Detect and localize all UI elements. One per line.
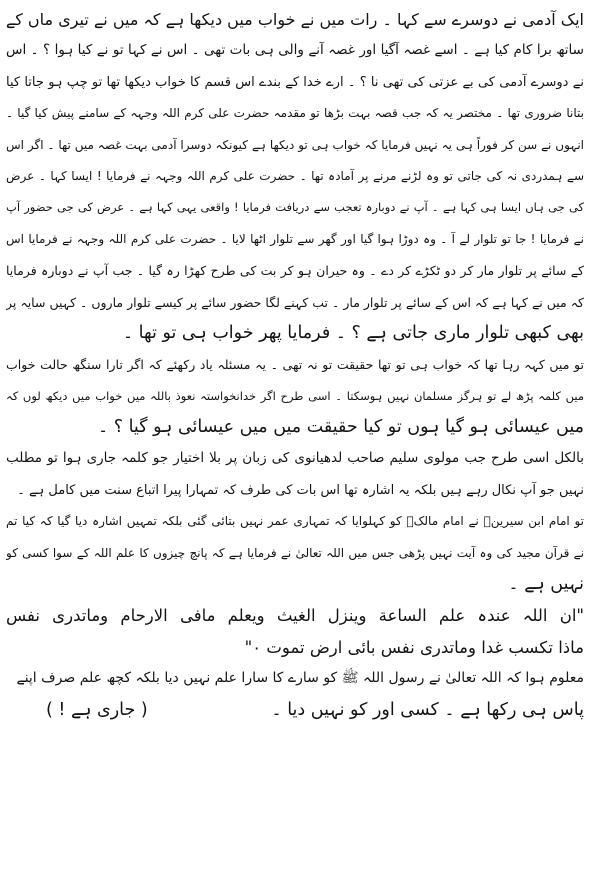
arabic-quote xyxy=(6,600,584,663)
text-line: سے ہمدردی نہ کی جاتی تو وہ لڑنے مرنے پر آمادہ تھا ۔ حضرت علی کرم اللہ وجہہ نے فرمایا ! ایسا کہا ۔ عرض xyxy=(6,168,584,183)
text-line: "ان اللہ عندہ علم الساعة وینزل الغیث ویعلم مافی الارحام وماتدری نفس xyxy=(6,606,584,626)
paragraph xyxy=(6,663,584,694)
text-line: کی جی ہاں ایسا ہی کہا ہے ۔ آپ نے دوبارہ تعجب سے دریافت فرمایا ! واقعی یہی کہا ہے ۔ عرض کی جی حضور آپ xyxy=(6,200,584,215)
final-line xyxy=(6,695,584,726)
final-line-text: پاس ہی رکھا ہے ۔ کسی اور کو نہیں دیا ۔ xyxy=(271,699,584,720)
text-line: میں عیسائی ہو گیا ہوں تو کیا حقیقت میں میں عیسائی ہو گیا ؟ ۔ xyxy=(97,417,584,438)
text-line: ساتھ برا کام کیا ہے ۔ اسے غصہ آگیا اور غصہ آنے والی ہی بات تھی ۔ اس نے کہا تو نے کیا ہوا ؟ ۔ اس xyxy=(6,42,584,59)
text-line: بتانا ضروری تھا ۔ مختصر یہ کہ جب قصہ بہت بڑھا تو مقدمہ حضرت علی کرم اللہ وجہہ کے سامنے پیش کیا گیا ۔ xyxy=(6,106,584,121)
paragraph xyxy=(6,443,584,506)
text-line: بھی کبھی تلوار ماری جاتی ہے ؟ ۔ فرمایا پھر خواب ہی تو تھا ۔ xyxy=(122,322,584,343)
text-line: ایک آدمی نے دوسرے سے کہا ۔ رات میں نے خواب میں دیکھا ہے کہ میں نے تیری ماں کے xyxy=(6,10,584,29)
text-line: نہیں جو آپ نکال رہے ہیں بلکہ یہ اشارہ تھا اس بات کی طرف کہ تمہارا پیرا اتباع سنت میں کامل ہے ۔ xyxy=(17,482,584,498)
text-line: کے سائے پر تلوار مار کر دو ٹکڑے کر دے ۔ وہ حیران ہو کر بت کی طرح کھڑا رہ گیا ۔ جب آپ نے دوبارہ فرمایا xyxy=(6,263,584,279)
document-page xyxy=(6,4,584,882)
text-line: نے قرآن مجید کی وہ آیت نہیں پڑھی جس میں اللہ تعالیٰ نے فرمایا ہے کہ پانچ چیزوں کا علم اللہ کے سوا کسی کو xyxy=(6,545,584,560)
text-line: بالکل اسی طرح جب مولوی سلیم صاحب لدھیانوی کی زبان پر بلا اختیار جو کلمہ جاری ہوا تو مطلب xyxy=(6,450,584,467)
text-line: انہوں نے سن کر فوراً ہی یہ نہیں فرمایا کہ خواب ہی تو دیکھا ہے کیونکہ دوسرا آدمی بہت غصہ میں تھا ۔ اگر اس xyxy=(6,137,584,152)
paragraph xyxy=(6,4,584,349)
continued-marker: ( جاری ہے ! ) xyxy=(46,699,148,720)
paragraph xyxy=(6,506,584,600)
text-line: معلوم ہوا کہ اللہ تعالیٰ نے رسول اللہ ﷺ کو سارے کا سارا علم نہیں دیا بلکہ کچھ علم صرف اپنے xyxy=(16,670,584,687)
paragraph xyxy=(6,349,584,443)
text-line: نے فرمایا ! جا تو تلوار لے آ ۔ وہ دوڑا ہوا گیا اور گھر سے تلوار اٹھا لایا ۔ حضرت علی کرم اللہ وجہہ نے فرمایا اس xyxy=(6,231,584,246)
text-line: ماذا تکسب غدا وماتدری نفس بائی ارض تموت ٠" xyxy=(244,637,584,657)
text-line: تو امام ابن سیرینؒ نے امام مالکؒ کو کہلوایا کہ تمہاری عمر نہیں بتائی گئی بلکہ تمہیں اشارہ دیا گیا کہ کیا تم xyxy=(6,514,584,529)
text-line: تو میں کہہ رہا تھا کہ خواب ہی تو تھا حقیقت تو نہ تھی ۔ یہ مسئلہ یاد رکھئے کہ اگر تارا سنگھ حالت خواب xyxy=(6,357,584,373)
text-line: میں کلمہ پڑھ لے تو ہرگز مسلمان نہیں ہوسکتا ۔ اسی طرح اگر خدانخواستہ نعوذ باللہ میں خواب میں دیکھ لوں کہ xyxy=(6,388,584,403)
text-line: نہیں ہے ۔ xyxy=(508,574,584,595)
text-line: کہ میں نے کہا ہے کہ اس کے سائے پر تلوار مار ۔ تب کہنے لگا حضور سائے پر کیسے تلوار ماروں ۔ کہیں سایہ پر xyxy=(6,294,584,310)
text-line: نے دوسرے آدمی کی بے عزتی کی تھی نا ؟ ۔ ارے خدا کے بندے اس قسم کا خواب دیکھا تھا تو چپ ہو جاتا کیا xyxy=(6,74,584,90)
document-body xyxy=(6,4,584,695)
